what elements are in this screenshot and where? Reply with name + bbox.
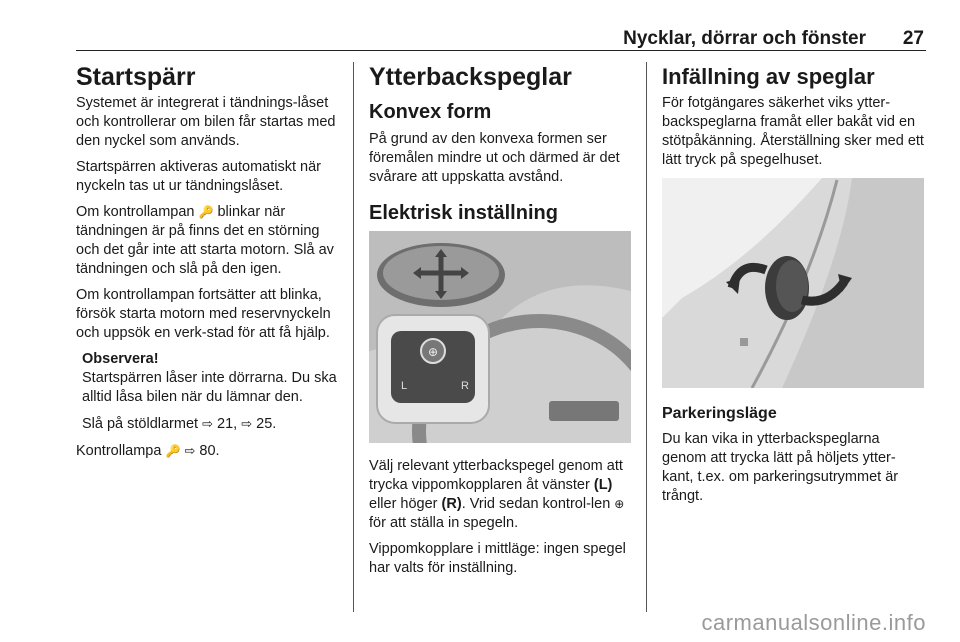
paragraph: Om kontrollampan fortsätter att blinka, försök starta motorn med reservnyckeln och uppsök en verk-stad för att få hjälp. <box>76 287 331 341</box>
heading-infallning: Infällning av speglar <box>662 64 875 89</box>
page-ref-link[interactable]: 21, <box>217 416 238 432</box>
watermark: carmanualsonline.info <box>701 610 926 635</box>
svg-text:L: L <box>401 380 408 392</box>
text: för att ställa in spegeln. <box>369 515 519 531</box>
text: blinkar när tändningen är på finns det en störning och det går inte att starta motorn. Slå av tändningen och slå på den igen. <box>76 204 334 277</box>
column-folding <box>662 62 926 513</box>
page-ref-link[interactable]: 80. <box>199 443 220 459</box>
subheading-elektrisk-installning: Elektrisk inställning <box>369 202 558 224</box>
mirror-adjust-illustration <box>369 231 631 443</box>
ref-arrow-icon: ⇨ <box>241 416 253 431</box>
section-title: Nycklar, dörrar och fönster <box>623 28 866 49</box>
column-mirrors <box>369 62 631 585</box>
subheading-konvex-form: Konvex form <box>369 101 492 123</box>
note-text: Startspärren låser inte dörrarna. Du ska alltid låsa bilen när du lämnar den. <box>82 370 337 405</box>
switch-left-label: (L) <box>593 477 613 493</box>
heading-startsparr: Startspärr <box>76 63 196 91</box>
note-title: Observera! <box>82 351 159 367</box>
mirror-fold-illustration <box>662 178 924 388</box>
page-number: 27 <box>902 28 924 49</box>
column-divider <box>646 62 647 612</box>
paragraph: Vippomkopplare i mittläge: ingen spegel har valts för inställning. <box>369 541 626 576</box>
svg-text:⊕: ⊕ <box>427 345 439 359</box>
note-paragraph <box>82 350 338 407</box>
paragraph <box>369 457 631 533</box>
note-box <box>82 350 338 434</box>
paragraph: Startspärren aktiveras automatiskt när nyckeln tas ut ur tändningslåset. <box>76 159 321 194</box>
text: eller höger <box>369 496 438 512</box>
text: Slå på stöldlarmet <box>82 416 199 432</box>
paragraph: Du kan vika in ytterbackspeglarna genom att trycka lätt på höljets ytter-kant, t.ex. om parkeringsutrymmet är trångt. <box>662 431 899 504</box>
switch-right-label: (R) <box>441 496 462 512</box>
paragraph: På grund av den konvexa formen ser föremålen mindre ut och därmed är det svårare att uppskatta avstånd. <box>369 131 620 185</box>
mirror-adjust-figure <box>369 231 631 443</box>
ref-arrow-icon: ⇨ <box>184 443 196 458</box>
column-immobilizer <box>76 62 338 468</box>
text: . Vrid sedan kontrol-len <box>461 496 611 512</box>
text: Välj relevant ytterbackspegel genom att trycka vippomkopplaren åt vänster <box>369 458 623 493</box>
page-ref-link[interactable]: 25. <box>256 416 277 432</box>
svg-text:R: R <box>461 380 469 392</box>
mirror-knob-icon: ⊕ <box>614 497 625 511</box>
text: Om kontrollampan <box>76 204 195 220</box>
immobilizer-icon: 🔑 <box>165 444 181 458</box>
ref-arrow-icon: ⇨ <box>202 416 213 431</box>
paragraph: För fotgängares säkerhet viks ytter-backspeglarna framåt eller bakåt vid en stötpåkänning. Återställning sker med ett lätt tryck på spegelhuset. <box>662 95 924 168</box>
paragraph: Systemet är integrerat i tändnings-låset och kontrollerar om bilen får startas med den nyckel som används. <box>76 95 336 149</box>
page-header <box>76 28 926 51</box>
column-divider <box>353 62 354 612</box>
mirror-fold-figure <box>662 178 924 388</box>
subheading-parkeringslage: Parkeringsläge <box>662 405 777 422</box>
text: Kontrollampa <box>76 443 162 459</box>
paragraph <box>76 203 338 279</box>
immobilizer-icon: 🔑 <box>198 205 214 219</box>
note-paragraph <box>82 414 338 434</box>
heading-ytterbackspeglar: Ytterbackspeglar <box>369 63 572 91</box>
paragraph <box>76 441 338 461</box>
